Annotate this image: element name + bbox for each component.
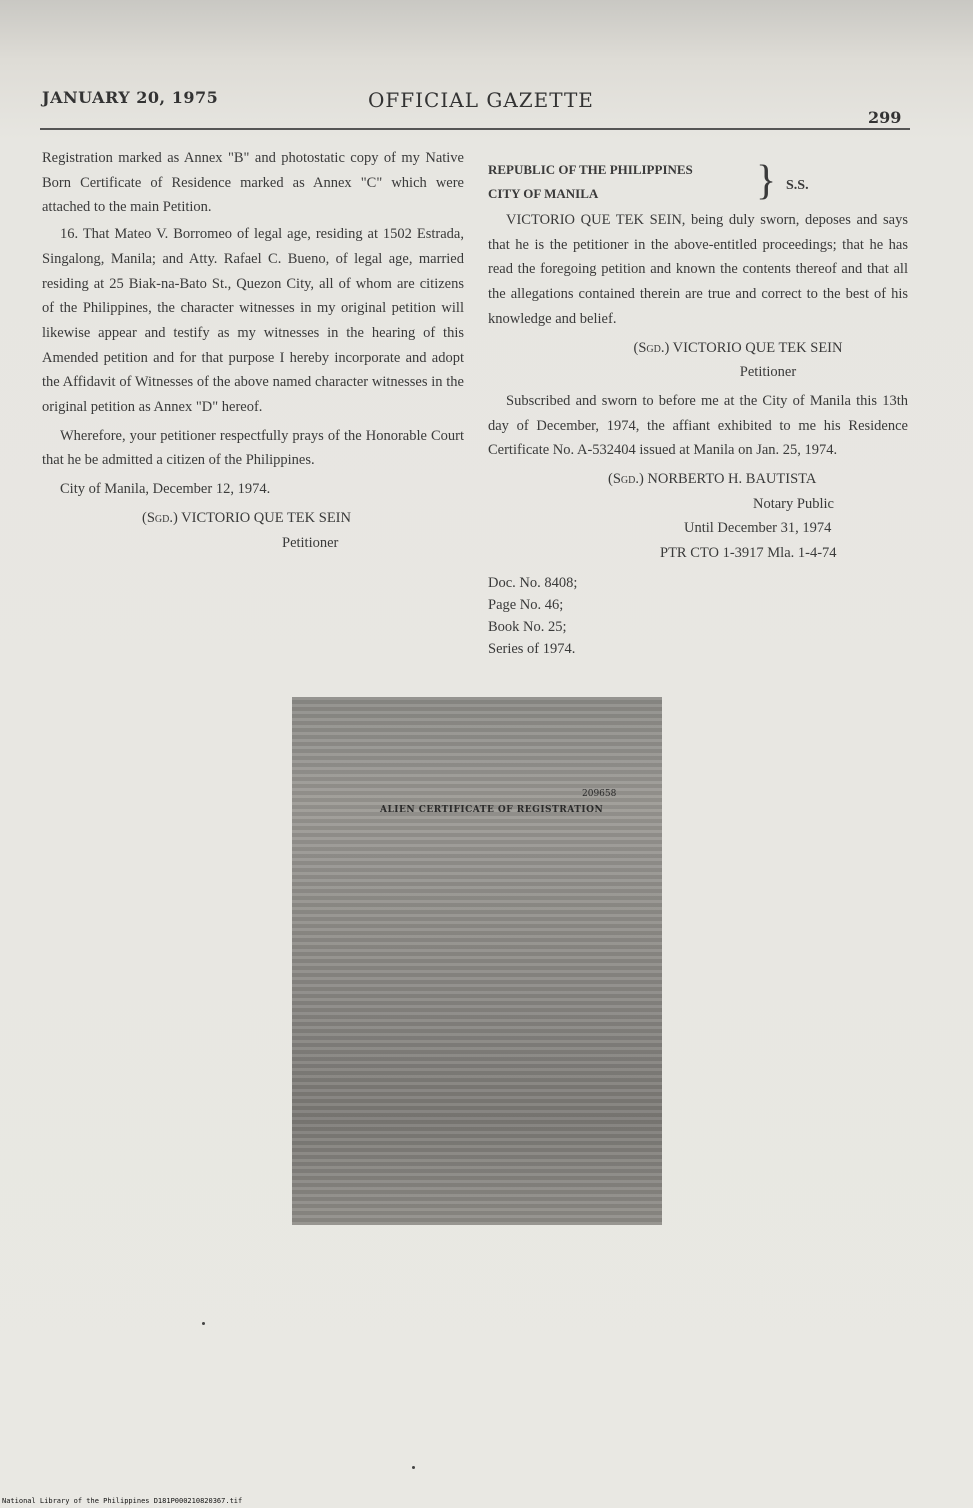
venue-block (488, 158, 908, 208)
venue-ss: S.S. (786, 178, 809, 193)
header-rule (40, 128, 910, 130)
notary-signature: (Sgd.) NORBERTO H. BAUTISTA (608, 471, 817, 488)
paragraph-verification: VICTORIO QUE TEK SEIN, being duly sworn, deposes and says that he is the petitioner in the above-entitled proceedings; that he has read the foregoing petition and known the contents thereof and that all the allegations contained therein are true and correct to the best of his knowledge and belief. (488, 212, 908, 327)
venue-city: CITY OF MANILA (488, 186, 599, 201)
speck-dot (202, 1322, 205, 1325)
paragraph-annex-registration: Registration marked as Annex "B" and photostatic copy of my Native Born Certificate of Residence marked as Annex "C" which were attached to the main Petition. (42, 150, 464, 216)
paragraph-jurat: Subscribed and sworn to before me at the City of Manila this 13th day of December, 1974, the affiant exhibited to me his Residence Certificate No. A-532404 issued at Manila on Jan. 25, 1974. (488, 392, 908, 459)
notary-title: Notary Public (753, 495, 834, 512)
notary-ptr: PTR CTO 1-3917 Mla. 1-4-74 (660, 545, 837, 562)
document-reference (488, 572, 908, 660)
venue-brace: } (756, 158, 777, 204)
paragraph-place-date: City of Manila, December 12, 1974. (60, 481, 271, 498)
series-year: Series of 1974. (488, 640, 576, 657)
scan-footer: National Library of the Philippines D181P000210820367.tif (2, 1497, 243, 1505)
paragraph-witnesses: 16. That Mateo V. Borromeo of legal age, residing at 1502 Estrada, Singalong, Manila; and Atty. Rafael C. Bueno, of legal age, married residing at 25 Biak-na-Bato St., Quezon City, all of whom are citizens of the Philippines, the character witnesses in my original petition will likewise appear and testify as my witnesses in the hearing of this Amended petition and for that purpose I hereby incorporate and adopt the Affidavit of Witnesses of the above named character witnesses in the original petition as Annex "D" hereof. (42, 226, 464, 416)
certificate-title: ALIEN CERTIFICATE OF REGISTRATION (380, 805, 604, 815)
right-column (488, 158, 908, 660)
doc-number: Doc. No. 8408; (488, 574, 578, 591)
issue-date: JANUARY 20, 1975 (42, 88, 219, 107)
venue-republic: REPUBLIC OF THE PHILIPPINES (488, 162, 693, 177)
publication-title: OFFICIAL GAZETTE (368, 88, 594, 112)
verification-signature: (Sgd.) VICTORIO QUE TEK SEIN (633, 339, 843, 356)
petitioner-title: Petitioner (282, 534, 339, 551)
certificate-number: 209658 (582, 789, 617, 799)
left-column (42, 146, 464, 555)
petitioner-signature: (Sgd.) VICTORIO QUE TEK SEIN (142, 509, 351, 526)
alien-certificate-photo (292, 697, 662, 1225)
verification-title: Petitioner (739, 364, 797, 381)
paragraph-prayer: Wherefore, your petitioner respectfully prays of the Honorable Court that he be admitted a citizen of the Philippines. (42, 427, 464, 469)
page-reference: Page No. 46; (488, 596, 564, 613)
notary-commission: Until December 31, 1974 (684, 520, 832, 537)
speck-dot (412, 1466, 415, 1469)
page-number: 299 (868, 108, 902, 127)
book-number: Book No. 25; (488, 618, 567, 635)
